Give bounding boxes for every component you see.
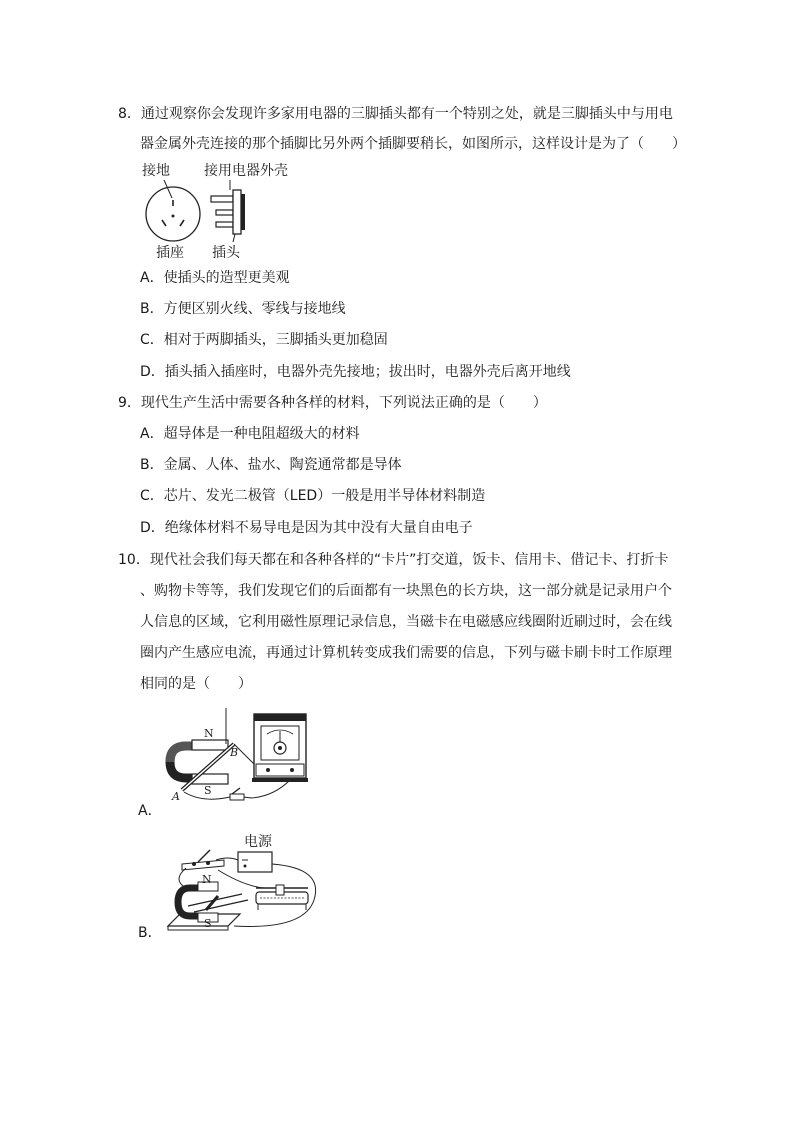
q10-stem-line-2: 、购物卡等等，我们发现它们的后面都有一块黑色的长方块，这一部分就是记录用户个 bbox=[140, 583, 672, 599]
label-power-supply: 电源 bbox=[244, 834, 272, 850]
fig-b-label-n: N bbox=[202, 873, 212, 886]
q8-option-d[interactable]: D．插头插入插座时，电器外壳先接地；拔出时，电器外壳后离开地线 bbox=[140, 364, 571, 380]
q10-stem-line-5: 相同的是（ ） bbox=[140, 676, 252, 692]
fig-a-label-n: N bbox=[204, 727, 214, 740]
socket-circle bbox=[146, 187, 200, 241]
q9-option-b[interactable]: B．金属、人体、盐水、陶瓷通常都是导体 bbox=[140, 457, 402, 473]
q9-option-a[interactable]: A．超导体是一种电阻超级大的材料 bbox=[140, 426, 360, 442]
q10-stem-line-4: 圈内产生感应电流，再通过计算机转变成我们需要的信息，下列与磁卡刷卡时工作原理 bbox=[140, 645, 672, 661]
q10-figure-a bbox=[164, 704, 314, 806]
q8-stem-line-2: 器金属外壳连接的那个插脚比另外两个插脚要稍长，如图所示，这样设计是为了（ ） bbox=[140, 136, 686, 152]
q10-option-b[interactable]: B． bbox=[138, 925, 162, 941]
label-ground: 接地 bbox=[142, 163, 170, 179]
fig-a-label-b: B bbox=[230, 746, 239, 759]
q10-stem-line-1: 10．现代社会我们每天都在和各种各样的“卡片”打交道，饭卡、信用卡、借记卡、打折卡 bbox=[118, 552, 669, 568]
induction-generator-drawing bbox=[164, 704, 314, 806]
q8-option-c[interactable]: C．相对于两脚插头，三脚插头更加稳固 bbox=[140, 332, 388, 348]
q10-option-a[interactable]: A． bbox=[138, 803, 162, 819]
label-appliance-shell: 接用电器外壳 bbox=[204, 163, 288, 179]
q10-figure-b bbox=[164, 830, 324, 934]
q8-stem-line-1: 8．通过观察你会发现许多家用电器的三脚插头都有一个特别之处，就是三脚插头中与用电 bbox=[118, 106, 673, 122]
fig-a-label-a: A bbox=[172, 790, 180, 803]
q9-stem: 9．现代生产生活中需要各种各样的材料，下列说法正确的是（ ） bbox=[118, 395, 547, 411]
q9-option-d[interactable]: D．绝缘体材料不易导电是因为其中没有大量自由电子 bbox=[140, 520, 473, 536]
fig-a-label-s: S bbox=[204, 784, 212, 797]
q9-option-c[interactable]: C．芯片、发光二极管（LED）一般是用半导体材料制造 bbox=[140, 488, 486, 504]
q8-option-a[interactable]: A．使插头的造型更美观 bbox=[140, 270, 290, 286]
q8-option-b[interactable]: B．方便区别火线、零线与接地线 bbox=[140, 301, 346, 317]
fig-b-label-s: S bbox=[204, 917, 212, 930]
q8-socket-plug-figure bbox=[138, 160, 318, 262]
label-plug: 插头 bbox=[212, 245, 240, 261]
q10-stem-line-3: 人信息的区域，它利用磁性原理记录信息，当磁卡在电磁感应线圈附近刷过时，会在线 bbox=[140, 614, 672, 630]
socket-and-plug-drawing bbox=[138, 178, 318, 244]
motor-circuit-drawing bbox=[164, 830, 324, 934]
label-socket: 插座 bbox=[156, 245, 184, 261]
